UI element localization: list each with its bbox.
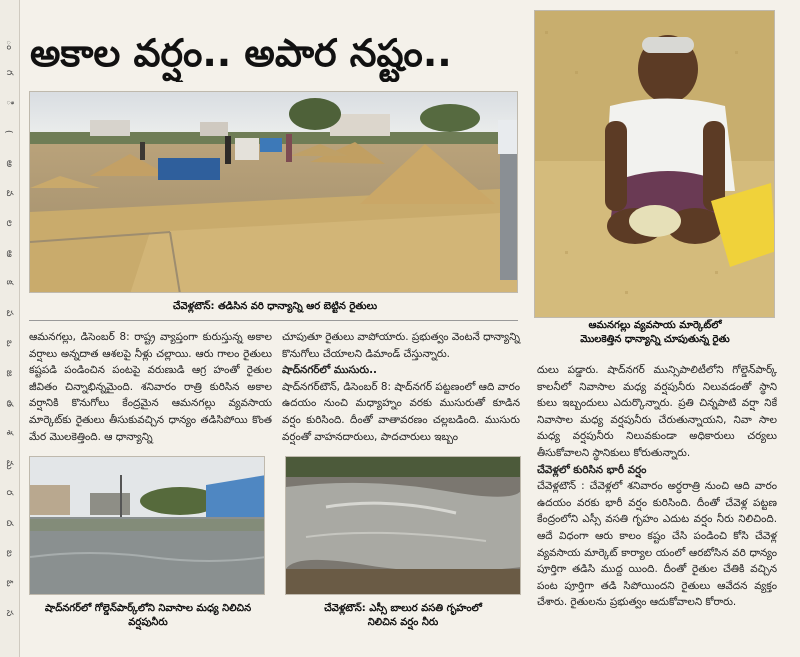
paddy-drying-illustration (30, 92, 518, 293)
strip-glyph: గ (4, 70, 14, 76)
strip-glyph: ం (4, 40, 14, 50)
colony-caption-line-1: షాద్‌నగర్‌లో గోల్డెన్‌పార్క్‌లోని నివాసాల మధ్య నిలిచిన (44, 603, 252, 614)
strip-glyph: వ (4, 190, 14, 197)
strip-glyph: జ (4, 370, 14, 377)
hostel-water-photo (285, 456, 521, 595)
strip-glyph: ర (4, 490, 14, 496)
hostel-water-illustration (286, 457, 521, 595)
strip-glyph: అ (4, 160, 14, 168)
colony-flood-caption (30, 602, 266, 630)
main-photo-caption: చేవెళ్లటౌన్: తడిసిన వరి ధాన్యాన్ని ఆర బెట్టిన రైతులు (172, 301, 378, 312)
strip-glyph: ఒ (4, 340, 14, 347)
hostel-caption-line-1: చేవెళ్లటౌన్: ఎస్సీ బాలుర వసతి గృహంలో (324, 603, 482, 614)
strip-glyph: ( (3, 130, 13, 134)
column-3-lead: దులు పడ్డారు. షాద్‌నగర్ మున్సిపాలిటీలోని గోల్డెన్‌పార్క్ కాలనీలో నివాసాల మధ్య వర్షపునీరు నిలువడంతో స్థాని కులు ఇబ్బందులు ఎదుర్కొన్నారు. ప్రతి చిన్నపాటి వర్షా నికే నివాసాల మధ్య వర్షపునీరు చేరుతున్నాయని, నివా సాల మధ్య వర్షపునీరు నిలువకుండా అధికారులు చర్యలు తీసుకోవాలని స్థానికులు కోరుతున్నారు. (537, 364, 777, 459)
farmer-caption-line-1: ఆమనగల్లు వ్యవసాయ మార్కెట్‌లో (588, 320, 722, 331)
hostel-caption-line-2: నిలిచిన వర్షం నీరు (367, 617, 439, 628)
strip-glyph: ప (4, 310, 14, 317)
column-3-body: చేవెళ్లటౌన్ : చేవెళ్లలో శనివారం అర్ధరాత్రి నుంచి ఆది వారం ఉదయం వరకు భారీ వర్షం కురిసింది. దీంతో చేవెళ్ల పట్టణ కేంద్రంలోని ఎస్సీ వసతి గృహం ఎదుట వర్షం నీరు నిలిచింది. ఆదే విధంగా ఆరు కాలం కష్టం చేసి పండించి కోసి చేవెళ్ల వ్యవసాయ మార్కెట్ కార్యాల యంలో ఆరబోసిన వరి ధాన్యం పూర్తిగా తడిసి ముద్ద యింది. దీంతో రైతుల చేతికి వచ్చిన పంట పూర్తిగా తడి సిపోయిందని రైతులు ఆవేదన వ్యక్తం చేశారు. రైతులను ప్రభుత్వం ఆదుకోవాలని కోరారు. (537, 480, 777, 609)
column-2-lead: చూపుతూ రైతులు వాపోయారు. ప్రభుత్వం వెంటనే ధాన్యాన్ని కొనుగోలు చేయాలని డిమాండ్ చేస్తున్నారు. (282, 331, 520, 360)
column-1-text: ఆమనగల్లు, డిసెంబర్ 8: రాష్ట్ర వ్యాప్తంగా కురుస్తున్న అకాల వర్షాలు అన్నదాత ఆశలపై నీళ్లు చల్లాయి. ఆరు గాలం రైతులు కష్టపడి పండించిన పంటపై వరుణుడి ఆగ్ర హంతో రైతుల జీవితం చిన్నాభిన్నమైంది. శనివారం రాత్రి కురిసిన అకాల వర్షానికి కొనుగోలు కేంద్రమైన ఆమనగల్లు వ్యవసాయ మార్కెట్‌కు రైతులు తీసుకువచ్చిన ధాన్యం తడిసిపోయి కొంత మేర మొలకెత్తింది. ఆ ధాన్యాన్ని (29, 331, 272, 443)
strip-glyph: త (4, 400, 14, 408)
farmer-caption-line-2: మొలకెత్తిన ధాన్యాన్ని చూపుతున్న రైతు (580, 334, 730, 345)
farmer-photo-caption (548, 319, 762, 347)
strip-glyph: ల (4, 220, 14, 227)
farmer-illustration (535, 11, 775, 318)
article-column-2 (282, 329, 520, 445)
article-column-3 (537, 362, 777, 611)
farmer-photo (534, 10, 775, 318)
strip-glyph: శ (4, 430, 14, 435)
main-photo-drying-paddy (29, 91, 518, 293)
colony-flood-photo (29, 456, 265, 595)
strip-glyph: మ (4, 460, 14, 470)
column-2-subhead: షాద్‌నగర్‌లో ముసురు.. (282, 364, 377, 377)
strip-glyph: ఆ (4, 250, 14, 258)
strip-glyph: ి (4, 100, 14, 106)
strip-glyph: స (4, 610, 14, 617)
headline: అకాల వర్షం.. అపార నష్టం.. (30, 31, 452, 75)
adjacent-column-strip (0, 0, 20, 657)
column-3-subhead: చేవెళ్లలో కురిసిన భారీ వర్షం (537, 463, 647, 476)
colony-caption-line-2: వర్షపునీరు (128, 617, 168, 628)
strip-glyph: ద (4, 520, 14, 527)
article-column-1 (29, 329, 272, 445)
strip-glyph: బ (4, 550, 14, 557)
hostel-water-caption (285, 602, 521, 630)
column-2-body: షాద్‌నగర్‌టౌన్, డిసెంబర్ 8: షాద్‌నగర్ పట్టణంలో ఆది వారం ఉదయం నుంచి మధ్యాహ్నం వరకు ముసురుతో కూడిన వర్షం కురిసింది. దీంతో వాతావరణం చల్లబడింది. ముసురు వర్షంతో వాహనదారులు, పాదచారులు ఇబ్బం (282, 380, 520, 443)
colony-flood-illustration (30, 457, 265, 595)
strip-glyph: క (4, 280, 14, 285)
caption-divider (29, 320, 518, 321)
strip-glyph: ఓ (4, 580, 14, 587)
